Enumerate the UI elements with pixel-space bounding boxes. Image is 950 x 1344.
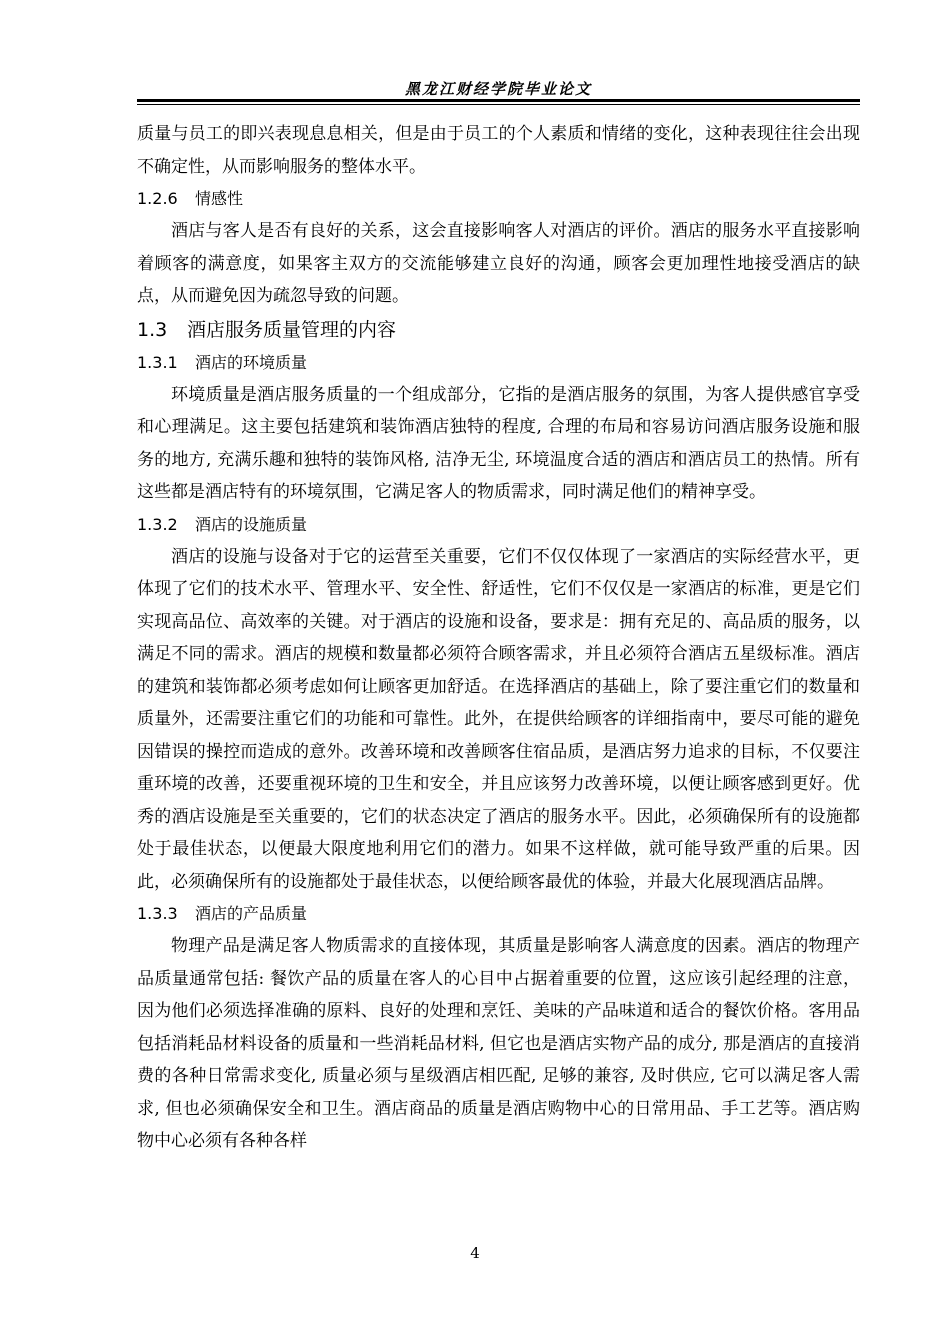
heading-title: 酒店服务质量管理的内容: [187, 318, 397, 341]
body-content: [137, 118, 860, 1158]
running-header: 黑龙江财经学院毕业论文: [404, 80, 592, 98]
page-number: 4: [470, 1244, 480, 1262]
heading-title: 酒店的环境质量: [195, 352, 308, 372]
heading-number: 1.2.6: [137, 189, 178, 208]
heading-number: 1.3.1: [137, 352, 178, 372]
heading-title: 酒店的设施质量: [195, 514, 308, 534]
heading-1-3-2: [137, 509, 860, 541]
paragraph-facility-quality: 酒店的设施与设备对于它的运营至关重要，它们不仅仅体现了一家酒店的实际经营水平，更体现了它们的技术水平、管理水平、安全性、舒适性，它们不仅仅是一家酒店的标准，更是它们实现高品位、高效率的关键。对于酒店的设施和设备，要求是：拥有充足的、高品质的服务，以满足不同的需求。酒店的规模和数量都必须符合顾客需求，并且必须符合酒店五星级标准。酒店的建筑和装饰都必须考虑如何让顾客更加舒适。在选择酒店的基础上，除了要注重它们的数量和质量外，还需要注重它们的功能和可靠性。此外，在提供给顾客的详细指南中，要尽可能的避免因错误的操控而造成的意外。改善环境和改善顾客住宿品质，是酒店努力追求的目标，不仅要注重环境的改善，还要重视环境的卫生和安全，并且应该努力改善环境，以便让顾客感到更好。优秀的酒店设施是至关重要的，它们的状态决定了酒店的服务水平。因此，必须确保所有的设施都处于最佳状态，以便最大限度地利用它们的潜力。如果不这样做，就可能导致严重的后果。因此，必须确保所有的设施都处于最佳状态，以便给顾客最优的体验，并最大化展现酒店品牌。: [137, 546, 860, 892]
heading-1-3-3: [137, 898, 860, 930]
heading-title: 情感性: [195, 189, 244, 208]
heading-1-2-6: [137, 183, 860, 215]
heading-number: 1.3.3: [137, 904, 178, 923]
heading-number: 1.3: [137, 318, 168, 341]
header-rule-thin: [137, 104, 860, 105]
heading-title: 酒店的产品质量: [195, 904, 308, 923]
paragraph-emotion: 酒店与客人是否有良好的关系，这会直接影响客人对酒店的评价。酒店的服务水平直接影响着顾客的满意度，如果客主双方的交流能够建立良好的沟通，顾客会更加理性地接受酒店的缺点，从而避免因为疏忽导致的问题。: [137, 221, 860, 306]
paragraph-environment-quality: 环境质量是酒店服务质量的一个组成部分，它指的是酒店服务的氛围，为客人提供感官享受和心理满足。这主要包括建筑和装饰酒店独特的程度, 合理的布局和容易访问酒店服务设施和服务的地方, 充满乐趣和独特的装饰风格, 洁净无尘, 环境温度合适的酒店和酒店员工的热情。所有这些都是酒店特有的环境氛围，它满足客人的物质需求，同时满足他们的精神享受。: [137, 384, 860, 502]
paragraph-product-quality: 物理产品是满足客人物质需求的直接体现，其质量是影响客人满意度的因素。酒店的物理产品质量通常包括: 餐饮产品的质量在客人的心目中占据着重要的位置，这应该引起经理的注意，因为他们必须选择准确的原料、良好的处理和烹饪、美味的产品味道和适合的餐饮价格。客用品包括消耗品材料设备的质量和一些消耗品材料, 但它也是酒店实物产品的成分, 那是酒店的直接消费的各种日常需求变化, 质量必须与星级酒店相匹配, 足够的兼容, 及时供应, 它可以满足客人需求, 但也必须确保安全和卫生。酒店商品的质量是酒店购物中心的日常用品、手工艺等。酒店购物中心必须有各种各样: [137, 936, 860, 1151]
paragraph-continued: 质量与员工的即兴表现息息相关，但是由于员工的个人素质和情绪的变化，这种表现往往会出现不确定性，从而影响服务的整体水平。: [137, 124, 860, 177]
heading-1-3-1: [137, 347, 860, 379]
heading-number: 1.3.2: [137, 514, 178, 534]
heading-1-3: [137, 313, 860, 347]
header-rule-thick: [137, 99, 860, 102]
